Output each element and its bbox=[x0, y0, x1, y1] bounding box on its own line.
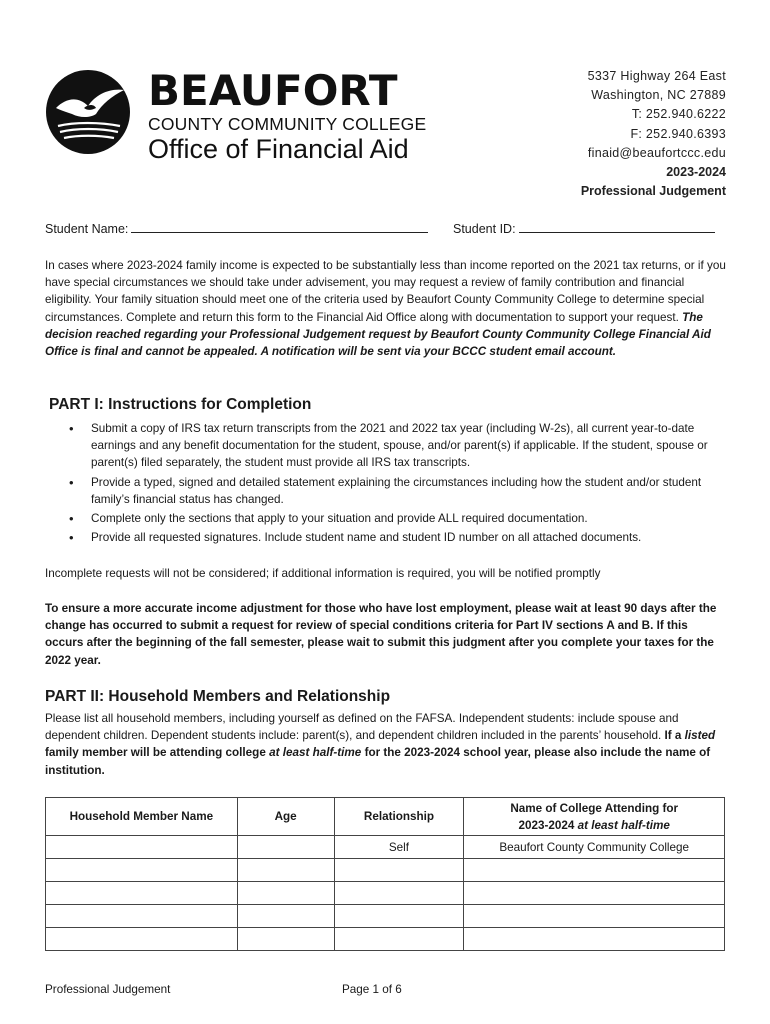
instruction-item: • Provide a typed, signed and detailed statement explaining the circumstances including how the student and/or student family’s financial status has changed. bbox=[45, 474, 729, 508]
college-cell[interactable] bbox=[464, 882, 725, 905]
age-cell[interactable] bbox=[237, 859, 334, 882]
employment-note: To ensure a more accurate income adjustment for those who have lost employment, please wait at least 90 days after the change has occurred to submit a request for review of special conditions criteria for Part IV sections A and B. If this occurs after the beginning of the fall semester, please wait to submit this judgment after you complete your taxes for the 2022 year. bbox=[45, 602, 717, 667]
logo-subtitle: COUNTY COMMUNITY COLLEGE bbox=[148, 114, 427, 134]
instruction-item: • Provide all requested signatures. Include student name and student ID number on all attached documents. bbox=[45, 529, 729, 546]
age-cell[interactable] bbox=[237, 928, 334, 951]
student-name-input[interactable] bbox=[131, 221, 428, 233]
table-row bbox=[46, 882, 725, 905]
intro-text: In cases where 2023-2024 family income is expected to be substantially less than income reported on the 2021 tax returns, or if you have special circumstances we should take under advisement, you may request a review of family contribution and financial eligibility. Your family situation should meet one of the criteria used by Beaufort County Community College to determine special circumstances. Complete and return this form to the Financial Aid Office along with documentation to support your request. bbox=[45, 259, 726, 324]
part2-text: Please list all household members, including yourself as defined on the FAFSA. Independent students: include spouse and dependent children. Dependent students include: parent(s), and dependent children included in the parents’ household. bbox=[45, 712, 679, 743]
member-name-cell[interactable] bbox=[46, 859, 238, 882]
part2-bold-c: for the 2023-2024 school year, please also include the name of institution. bbox=[45, 746, 711, 777]
student-name-field bbox=[45, 221, 428, 236]
instruction-item: • Complete only the sections that apply to your situation and provide ALL required documentation. bbox=[45, 510, 729, 527]
part2-bold-b: family member will be attending college bbox=[45, 746, 266, 760]
age-cell[interactable] bbox=[237, 882, 334, 905]
fax: F: 252.940.6393 bbox=[630, 126, 726, 141]
relationship-cell[interactable] bbox=[334, 882, 464, 905]
student-id-input[interactable] bbox=[519, 221, 715, 233]
form-year: 2023-2024 bbox=[666, 165, 726, 180]
instruction-item: • Submit a copy of IRS tax return transcripts from the 2021 and 2022 tax year (including W-2s), all current year-to-date earnings and any benefit documentation for the student, spouse, and/or parent(s) if applicable. If the student, spouse or parent(s) filed separately, the student must provide all IRS tax transcripts. bbox=[45, 420, 729, 472]
header-college-line2 bbox=[464, 817, 724, 834]
part2-halftime: at least half-time bbox=[269, 746, 362, 760]
part2-heading: PART II: Household Members and Relationship bbox=[45, 688, 391, 705]
college-cell[interactable]: Beaufort County Community College bbox=[464, 836, 725, 859]
student-id-field bbox=[453, 221, 715, 236]
part2-paragraph bbox=[45, 710, 729, 779]
table-row bbox=[46, 928, 725, 951]
member-name-cell[interactable] bbox=[46, 928, 238, 951]
header-member-name: Household Member Name bbox=[46, 798, 238, 836]
age-cell[interactable] bbox=[237, 905, 334, 928]
college-cell[interactable] bbox=[464, 928, 725, 951]
table-row bbox=[46, 859, 725, 882]
part2-listed: listed bbox=[684, 729, 716, 743]
member-name-cell[interactable] bbox=[46, 882, 238, 905]
table-row bbox=[46, 836, 725, 859]
address-line2: Washington, NC 27889 bbox=[591, 88, 726, 103]
household-table bbox=[45, 797, 725, 951]
header-college-halftime: at least half-time bbox=[577, 818, 670, 832]
part1-heading: PART I: Instructions for Completion bbox=[49, 396, 312, 413]
relationship-cell[interactable] bbox=[334, 905, 464, 928]
student-id-label: Student ID: bbox=[453, 222, 516, 236]
student-name-label: Student Name: bbox=[45, 222, 129, 236]
contact-block bbox=[581, 67, 726, 201]
address-line1: 5337 Highway 264 East bbox=[587, 69, 726, 83]
footer-page-number: Page 1 of 6 bbox=[342, 983, 402, 996]
member-name-cell[interactable] bbox=[46, 836, 238, 859]
header-college-year: 2023-2024 bbox=[518, 818, 575, 832]
logo-name: BEAUFORT bbox=[148, 66, 398, 115]
header-college bbox=[464, 798, 725, 836]
intro-paragraph bbox=[45, 257, 729, 360]
college-cell[interactable] bbox=[464, 859, 725, 882]
age-cell[interactable] bbox=[237, 836, 334, 859]
relationship-cell[interactable] bbox=[334, 859, 464, 882]
member-name-cell[interactable] bbox=[46, 905, 238, 928]
incomplete-note: Incomplete requests will not be considered; if additional information is required, you will be notified promptly bbox=[45, 567, 601, 580]
relationship-cell[interactable] bbox=[334, 928, 464, 951]
phone: T: 252.940.6222 bbox=[631, 107, 726, 122]
header-relationship: Relationship bbox=[334, 798, 464, 836]
relationship-cell[interactable]: Self bbox=[334, 836, 464, 859]
table-header-row bbox=[46, 798, 725, 836]
college-cell[interactable] bbox=[464, 905, 725, 928]
header-age: Age bbox=[237, 798, 334, 836]
table-row bbox=[46, 905, 725, 928]
form-title: Professional Judgement bbox=[580, 184, 726, 199]
logo-office: Office of Financial Aid bbox=[148, 134, 409, 164]
bird-seal-icon bbox=[44, 68, 134, 158]
part2-bold-a: If a bbox=[664, 729, 682, 743]
footer-title: Professional Judgement bbox=[45, 983, 171, 996]
intro-emphasis: The decision reached regarding your Professional Judgement request by Beaufort County Community College Financial Aid Office is final and cannot be appealed. A notification will be sent via your BCCC student email account. bbox=[45, 310, 711, 359]
college-logo bbox=[44, 68, 434, 168]
header-college-line1: Name of College Attending for bbox=[510, 801, 679, 815]
email: finaid@beaufortccc.edu bbox=[587, 145, 726, 160]
part1-instructions-list bbox=[45, 420, 729, 548]
